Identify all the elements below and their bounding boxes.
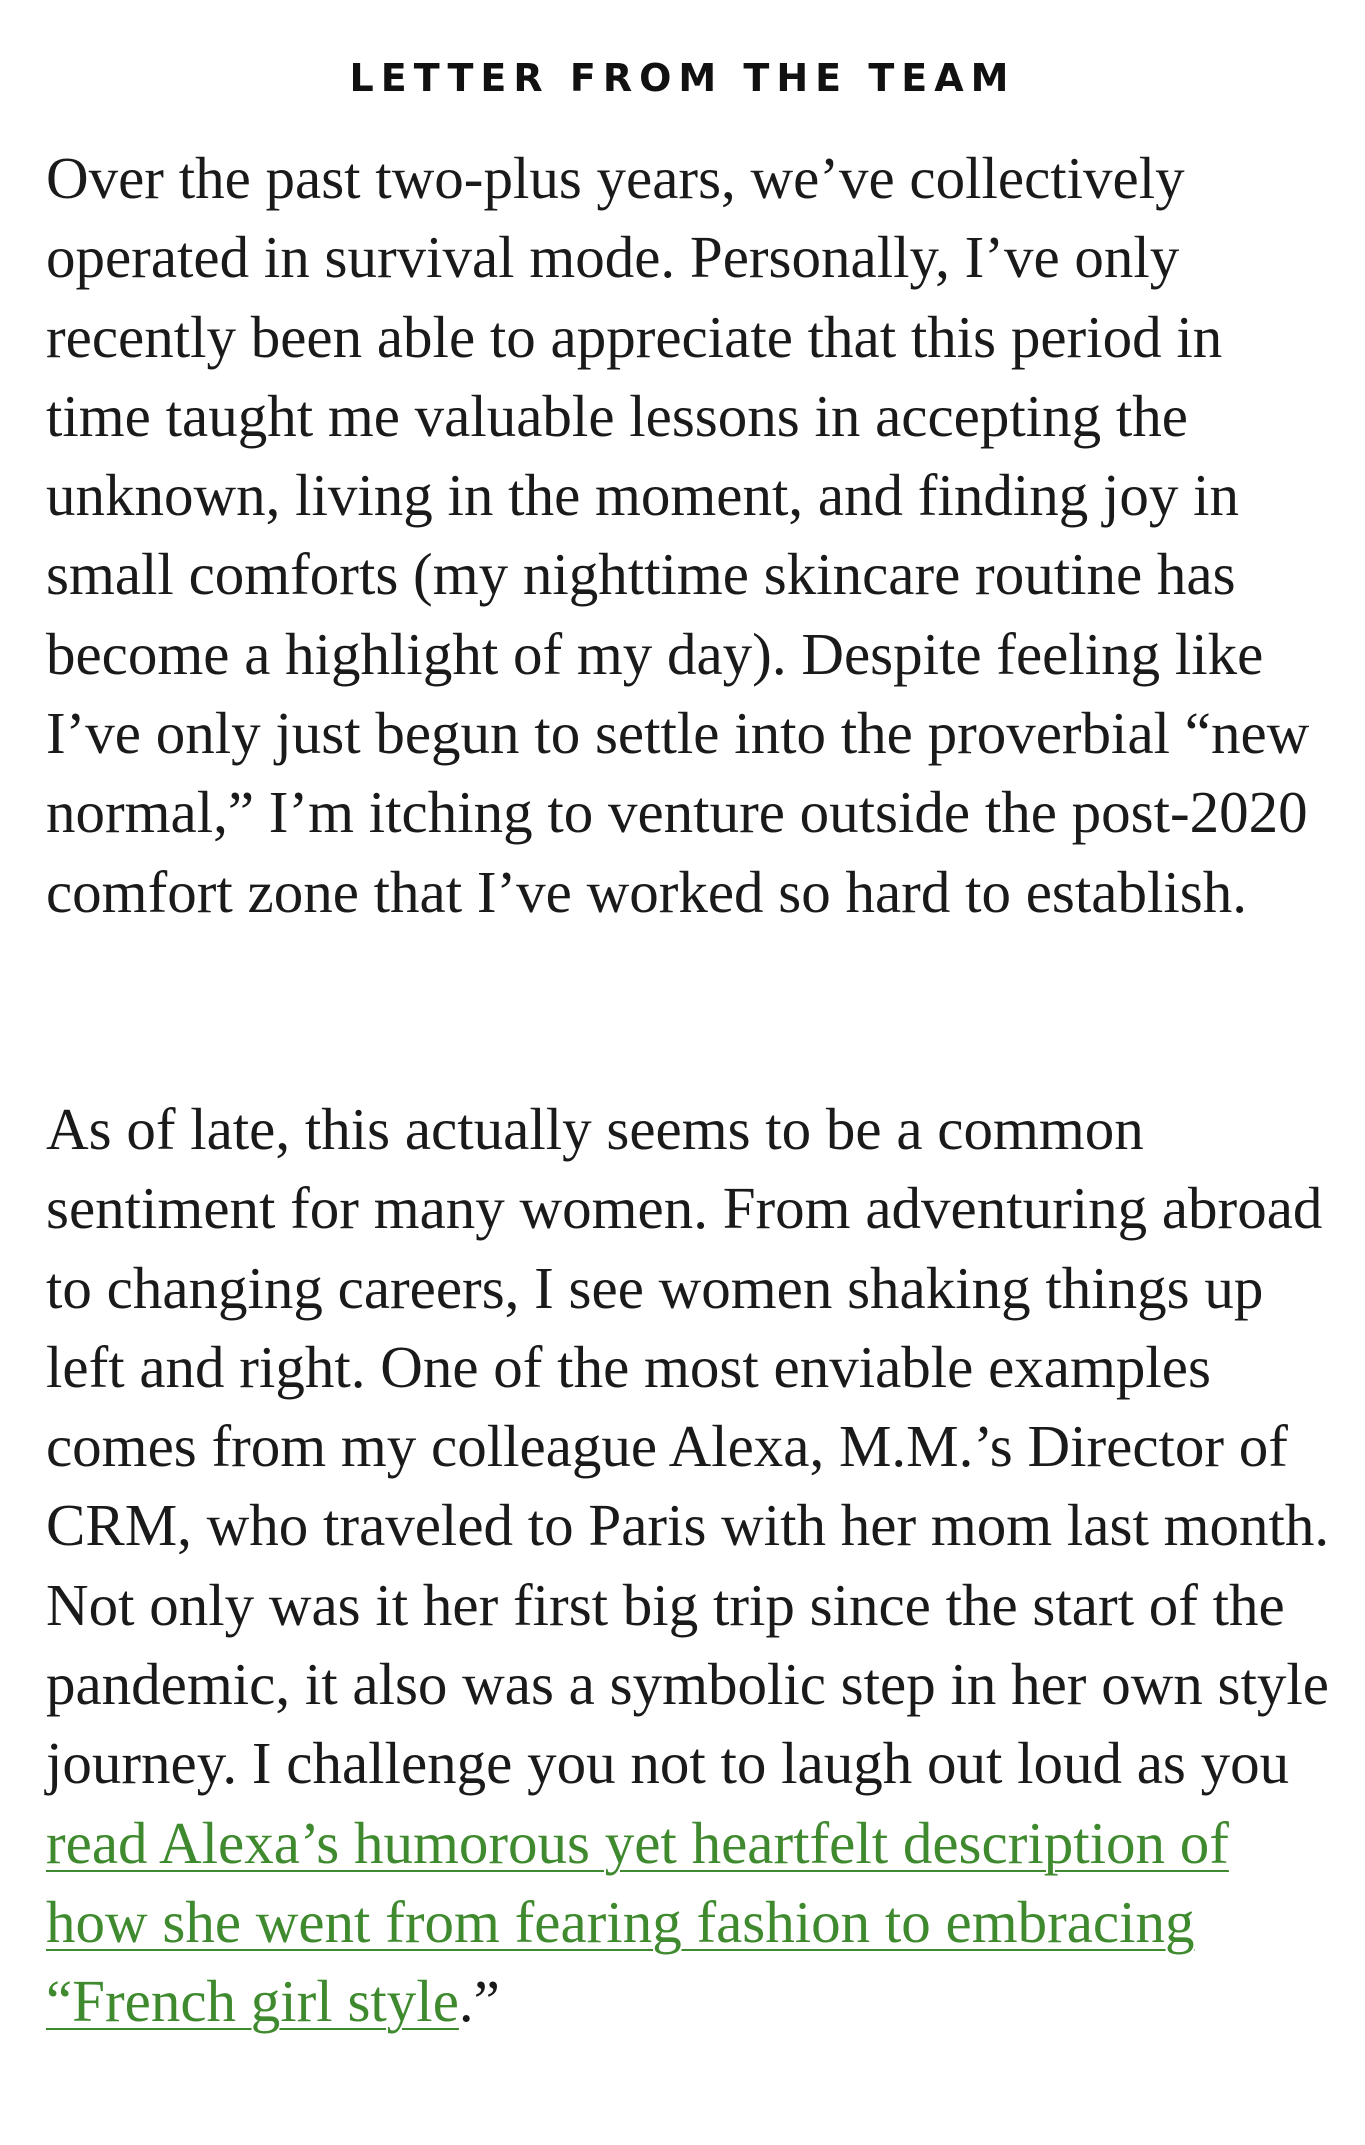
paragraph-closing-punctuation: .” [458, 1968, 500, 2035]
paragraph-alexa-text: As of late, this actually seems to be a common sentiment for many women. From adventuring abroad to changing careers, I see women shaking things up left and right. One of the most enviable examples comes from my colleague Alexa, M.M.’s Director of CRM, who traveled to Paris with her mom last month. Not only was it her first big trip since the start of the pandemic, it also was a symbolic step in her own style journey. I challenge you not to laugh out loud as you [46, 1096, 1330, 1797]
alexa-article-link[interactable]: read Alexa’s humorous yet heartfelt description of how she went from fearing fashion to embracing “French girl style [46, 1809, 1229, 2035]
paragraph-alexa-story [46, 1090, 1336, 2042]
paragraph-intro: Over the past two-plus years, we’ve collectively operated in survival mode. Personally, I’ve only recently been able to appreciate that this period in time taught me valuable lessons in accepting the unknown, living in the moment, and finding joy in small comforts (my nighttime skincare routine has become a highlight of my day). Despite feeling like I’ve only just begun to settle into the proverbial “new normal,” I’m itching to venture outside the post-2020 comfort zone that I’ve worked so hard to establish. [46, 145, 1310, 925]
section-heading: LETTER FROM THE TEAM [349, 56, 1016, 100]
